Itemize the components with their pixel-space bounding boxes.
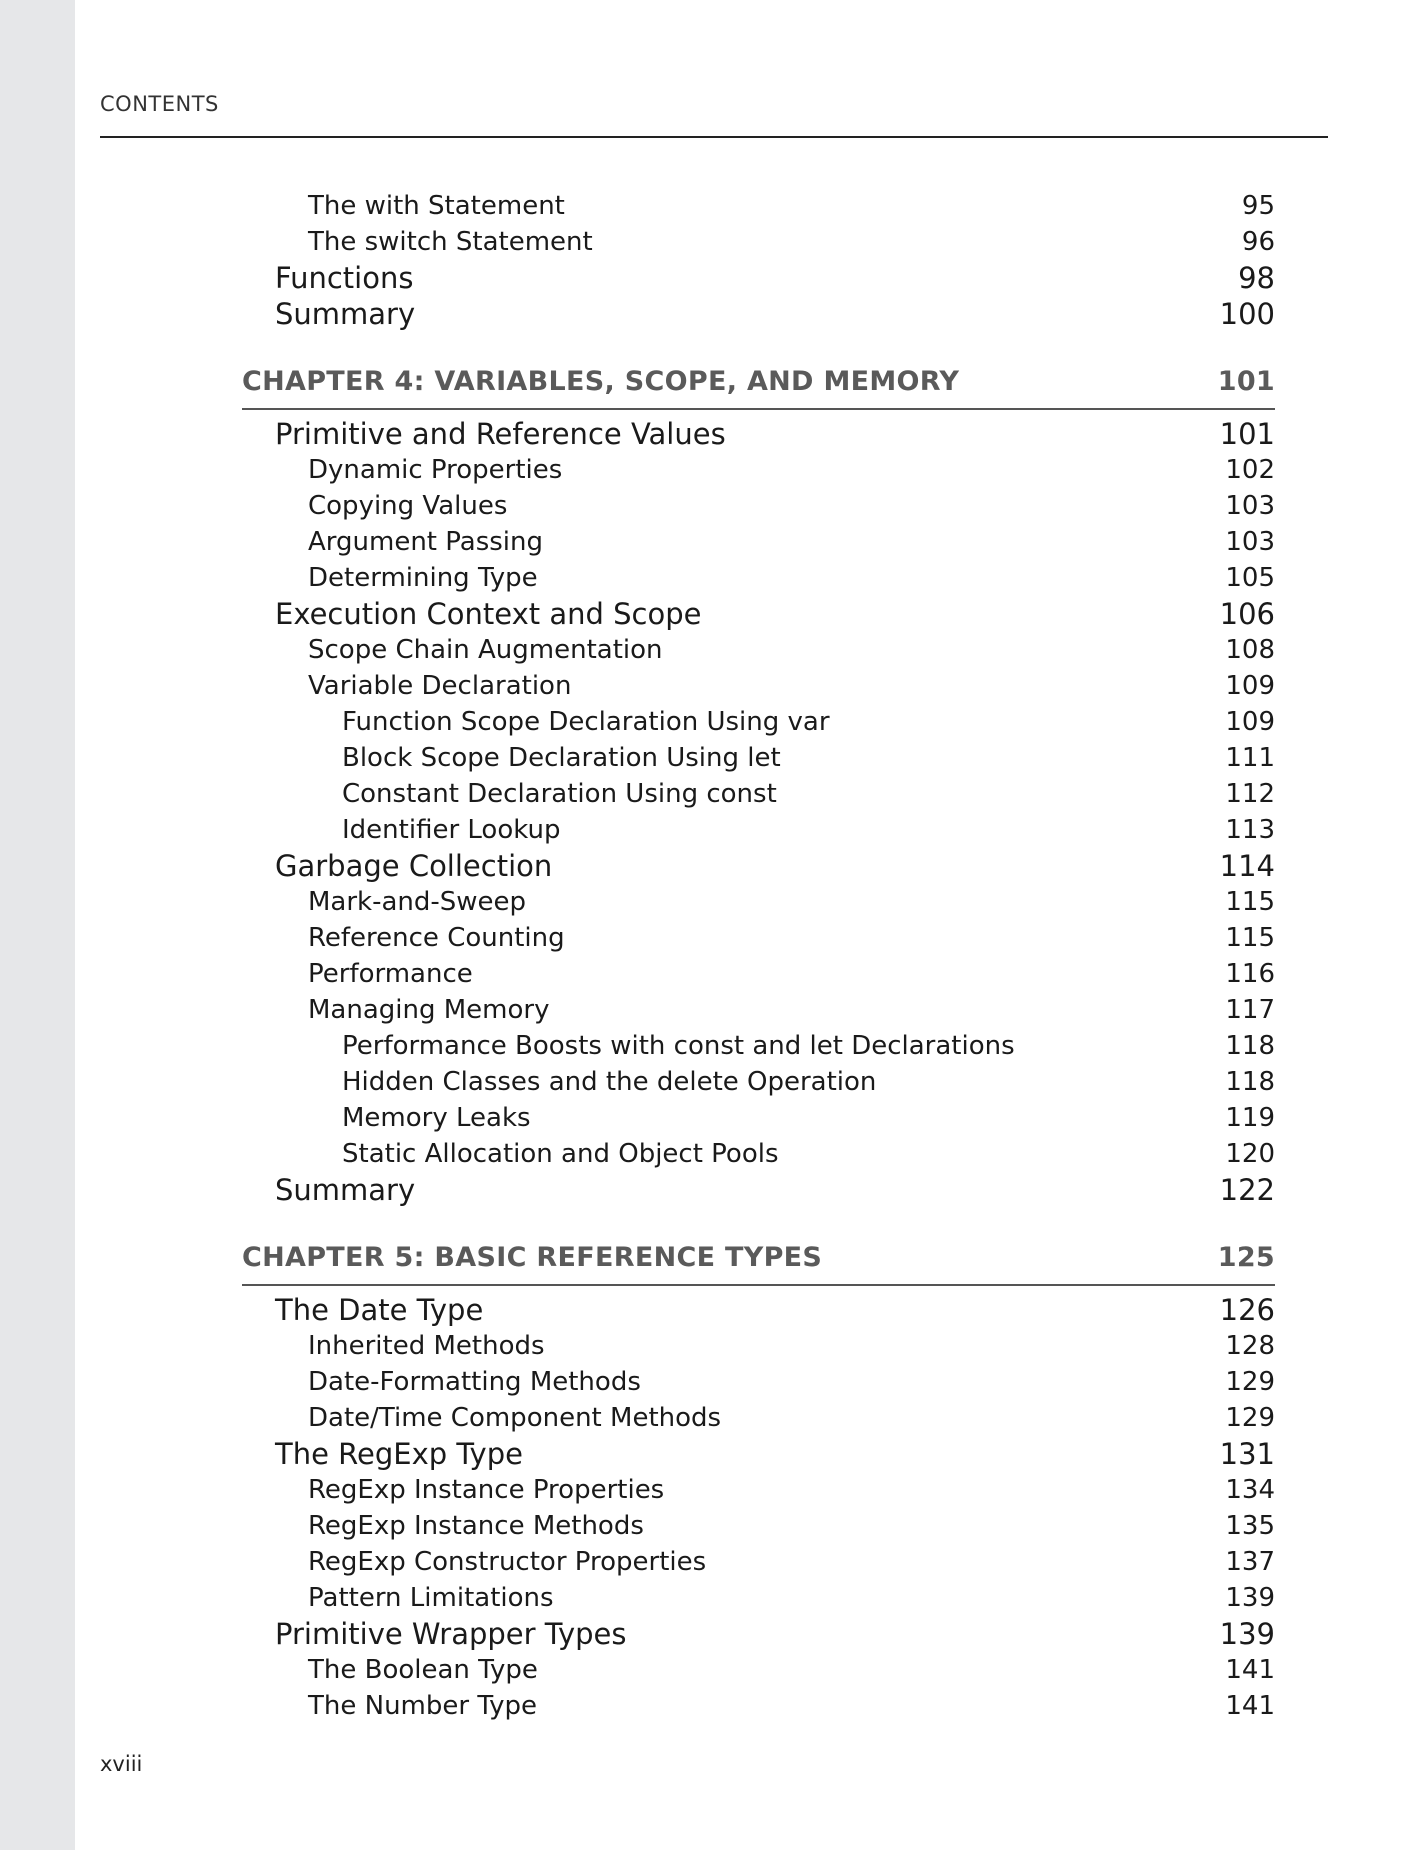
toc-entry-page: 128 xyxy=(1225,1331,1275,1361)
toc-entry-page: 100 xyxy=(1219,297,1275,331)
toc-entry-page: 116 xyxy=(1225,959,1275,989)
toc-entry-title: Static Allocation and Object Pools xyxy=(342,1139,779,1169)
toc-entry[interactable] xyxy=(0,920,1425,956)
toc-entry-title: Constant Declaration Using const xyxy=(342,779,777,809)
toc-entry-title: CHAPTER 4: VARIABLES, SCOPE, AND MEMORY xyxy=(242,366,960,397)
toc-entry[interactable] xyxy=(0,956,1425,992)
toc-entry[interactable] xyxy=(0,632,1425,668)
toc-entry-page: 119 xyxy=(1225,1103,1275,1133)
toc-entry-page: 111 xyxy=(1225,743,1275,773)
toc-entry[interactable] xyxy=(0,416,1425,452)
toc-entry[interactable] xyxy=(0,1580,1425,1616)
toc-entry-page: 106 xyxy=(1219,597,1275,631)
toc-entry-page: 125 xyxy=(1217,1242,1275,1273)
running-head: CONTENTS xyxy=(100,92,219,116)
toc-entry-title: Summary xyxy=(275,297,416,331)
toc-entry-page: 141 xyxy=(1225,1691,1275,1721)
toc-entry-title: Performance Boosts with const and let Declarations xyxy=(342,1031,1015,1061)
toc-entry-title: Managing Memory xyxy=(308,995,550,1025)
toc-entry-page: 122 xyxy=(1219,1173,1275,1207)
toc-entry-title: Dynamic Properties xyxy=(308,455,563,485)
toc-entry-title: Hidden Classes and the delete Operation xyxy=(342,1067,877,1097)
toc-entry-title: The Boolean Type xyxy=(308,1655,538,1685)
toc-entry[interactable] xyxy=(0,848,1425,884)
toc-entry[interactable] xyxy=(0,1100,1425,1136)
toc-entry-title: Date/Time Component Methods xyxy=(308,1403,722,1433)
toc-entry[interactable] xyxy=(0,1652,1425,1688)
toc-entry[interactable] xyxy=(0,188,1425,224)
toc-entry[interactable] xyxy=(0,560,1425,596)
toc-entry-title: The Number Type xyxy=(308,1691,538,1721)
toc-entry[interactable] xyxy=(0,1508,1425,1544)
toc-entry-title: Summary xyxy=(275,1173,416,1207)
toc-entry-page: 95 xyxy=(1241,191,1275,221)
toc-entry[interactable] xyxy=(0,1172,1425,1208)
toc-entry-page: 105 xyxy=(1225,563,1275,593)
toc-entry[interactable] xyxy=(0,1136,1425,1172)
toc-entry[interactable] xyxy=(0,776,1425,812)
toc-entry-page: 114 xyxy=(1219,849,1275,883)
chapter-rule xyxy=(242,408,1275,410)
header-rule xyxy=(100,136,1328,138)
toc-entry-title: Variable Declaration xyxy=(308,671,572,701)
toc-entry[interactable] xyxy=(0,992,1425,1028)
toc-entry-title: Memory Leaks xyxy=(342,1103,531,1133)
toc-entry-title: CHAPTER 5: BASIC REFERENCE TYPES xyxy=(242,1242,823,1273)
toc-entry[interactable] xyxy=(0,740,1425,776)
toc-entry[interactable] xyxy=(0,1400,1425,1436)
toc-entry[interactable] xyxy=(0,524,1425,560)
toc-entry-title: The switch Statement xyxy=(308,227,593,257)
toc-entry[interactable] xyxy=(0,1688,1425,1724)
toc-entry-title: The RegExp Type xyxy=(275,1437,523,1471)
page-number: xviii xyxy=(100,1752,143,1776)
toc-entry-title: Garbage Collection xyxy=(275,849,553,883)
toc-entry[interactable] xyxy=(0,1028,1425,1064)
toc-entry-title: Inherited Methods xyxy=(308,1331,545,1361)
toc-entry[interactable] xyxy=(0,668,1425,704)
toc-entry-page: 112 xyxy=(1225,779,1275,809)
toc-entry[interactable] xyxy=(0,704,1425,740)
toc-entry-page: 131 xyxy=(1219,1437,1275,1471)
toc-entry-page: 115 xyxy=(1225,923,1275,953)
toc-entry-title: Copying Values xyxy=(308,491,508,521)
toc-entry-title: Date-Formatting Methods xyxy=(308,1367,641,1397)
toc-entry-page: 134 xyxy=(1225,1475,1275,1505)
toc-entry[interactable] xyxy=(0,596,1425,632)
toc-entry-title: The with Statement xyxy=(308,191,565,221)
toc-entry-page: 126 xyxy=(1219,1293,1275,1327)
toc-entry[interactable] xyxy=(0,296,1425,332)
toc-entry-title: Argument Passing xyxy=(308,527,544,557)
toc-chapter-heading[interactable] xyxy=(0,356,1425,416)
toc-entry[interactable] xyxy=(0,1544,1425,1580)
toc-entry-title: RegExp Instance Methods xyxy=(308,1511,644,1541)
toc-entry-title: Primitive and Reference Values xyxy=(275,417,726,451)
toc-entry-page: 118 xyxy=(1225,1067,1275,1097)
toc-entry-page: 118 xyxy=(1225,1031,1275,1061)
toc-entry[interactable] xyxy=(0,452,1425,488)
toc-entry-title: Reference Counting xyxy=(308,923,565,953)
toc-entry-title: Pattern Limitations xyxy=(308,1583,554,1613)
toc-entry-title: The Date Type xyxy=(275,1293,484,1327)
toc-entry-title: Identifier Lookup xyxy=(342,815,561,845)
toc-entry-page: 103 xyxy=(1225,527,1275,557)
toc-entry-title: Functions xyxy=(275,261,414,295)
toc-entry-page: 139 xyxy=(1225,1583,1275,1613)
toc-entry[interactable] xyxy=(0,884,1425,920)
toc-entry-title: RegExp Instance Properties xyxy=(308,1475,665,1505)
toc-entry-page: 141 xyxy=(1225,1655,1275,1685)
toc-entry[interactable] xyxy=(0,1364,1425,1400)
toc-entry-page: 108 xyxy=(1225,635,1275,665)
toc-entry-page: 109 xyxy=(1225,707,1275,737)
toc-entry[interactable] xyxy=(0,1616,1425,1652)
table-of-contents xyxy=(0,188,1425,1724)
toc-chapter-heading[interactable] xyxy=(0,1232,1425,1292)
toc-entry[interactable] xyxy=(0,224,1425,260)
toc-entry[interactable] xyxy=(0,1328,1425,1364)
toc-entry-page: 120 xyxy=(1225,1139,1275,1169)
chapter-rule xyxy=(242,1284,1275,1286)
toc-entry-page: 101 xyxy=(1219,417,1275,451)
toc-entry-title: Function Scope Declaration Using var xyxy=(342,707,830,737)
toc-entry-page: 103 xyxy=(1225,491,1275,521)
toc-entry[interactable] xyxy=(0,1436,1425,1472)
toc-entry-page: 129 xyxy=(1225,1367,1275,1397)
toc-entry[interactable] xyxy=(0,1472,1425,1508)
toc-entry-title: Execution Context and Scope xyxy=(275,597,702,631)
toc-entry-page: 137 xyxy=(1225,1547,1275,1577)
toc-entry-page: 113 xyxy=(1225,815,1275,845)
toc-entry-page: 117 xyxy=(1225,995,1275,1025)
toc-entry-page: 102 xyxy=(1225,455,1275,485)
toc-entry[interactable] xyxy=(0,260,1425,296)
toc-entry-title: Primitive Wrapper Types xyxy=(275,1617,627,1651)
toc-entry-title: Scope Chain Augmentation xyxy=(308,635,663,665)
toc-entry-page: 109 xyxy=(1225,671,1275,701)
toc-entry[interactable] xyxy=(0,1292,1425,1328)
toc-entry-page: 135 xyxy=(1225,1511,1275,1541)
toc-entry-title: Block Scope Declaration Using let xyxy=(342,743,781,773)
toc-entry[interactable] xyxy=(0,488,1425,524)
toc-entry[interactable] xyxy=(0,1064,1425,1100)
toc-entry-title: Determining Type xyxy=(308,563,538,593)
toc-entry-page: 96 xyxy=(1241,227,1275,257)
toc-entry-title: Performance xyxy=(308,959,473,989)
toc-entry-page: 98 xyxy=(1238,261,1275,295)
toc-entry-page: 139 xyxy=(1219,1617,1275,1651)
toc-entry-page: 115 xyxy=(1225,887,1275,917)
toc-entry-page: 129 xyxy=(1225,1403,1275,1433)
toc-entry-page: 101 xyxy=(1217,366,1275,397)
toc-entry-title: RegExp Constructor Properties xyxy=(308,1547,707,1577)
toc-entry-title: Mark-and-Sweep xyxy=(308,887,527,917)
toc-entry[interactable] xyxy=(0,812,1425,848)
